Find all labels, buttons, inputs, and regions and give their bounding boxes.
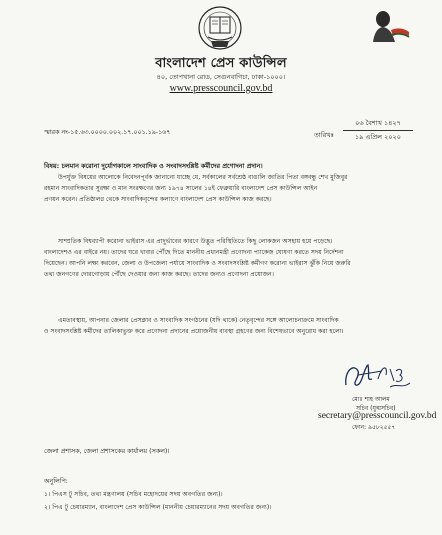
copy-item: ২। পিএ টু চেয়ারম্যান, বাংলাদেশ প্রেস কাউন্সিল (মাননীয় চেয়ারম্যানের সদয় অবগতির জন্য)। (44, 504, 272, 511)
paragraph-line: বাংলাদেশও এর বাইরে নয়। তাদের ঘরে খাবার পৌঁছে দিতে মাননীয় প্রধানমন্ত্রী প্রণোদনা প্যাকেজ ঘোষণা করতে সদয় নির্দেশনা (44, 249, 344, 256)
paragraph-intro (44, 172, 414, 205)
copies-heading: অনুলিপি: (44, 478, 68, 485)
paragraph-line: এমতাবস্থায়, আপনার জেলার প্রেসক্লাব ও সাংবাদিক সংগঠনের (যদি থাকে) নেতৃবৃন্দের সঙ্গে আলোচনাক্রমে সাংবাদিক (58, 317, 339, 324)
memo-number: স্মারক নং-১৫.৬৩.০০০০.০০২.১৭.০০১.১৯-১৬৭ (44, 129, 171, 136)
paragraph-line: রহমান সাংবাদিকতার সুরক্ষা ও মান সংরক্ষণের জন্য ১৯৭৪ সালের ১৪ই ফেব্রুয়ারি বাংলাদেশ প্রেস কাউন্সিল আইন (44, 185, 318, 192)
paragraph-line: সাম্প্রতিক বিশ্বব্যাপী করোনা ভাইরাস এর প্রাদুর্ভাবের কারণে উদ্ভূত পরিস্থিতিতে কিছু লোকজন অসহায় হয়ে পড়েছে। (58, 238, 333, 245)
subject-line: বিষয়: চলমান করোনা দুর্যোগকালে সাংবাদিক ও সংবাদসংশ্লিষ্ট কর্মীদের প্রণোদনা প্রদান। (44, 162, 263, 170)
organization-website-link[interactable]: www.presscouncil.gov.bd (169, 83, 273, 94)
paragraph-line: ও সংবাদসংশ্লিষ্ট কর্মীদের তালিকাভুক্ত করে প্রণোদনা প্রদানের প্রয়োজনীয় ব্যবস্থা গ্রহণের জন্য বিশেষভাবে অনুরোধ করা হলো। (44, 328, 344, 335)
date-label: তারিখঃ (314, 131, 334, 139)
organization-title: বাংলাদেশ প্রেস কাউন্সিল (155, 56, 287, 71)
signatory-name: মোঃ শাহ আলম (352, 396, 390, 403)
paragraph-situation (44, 236, 414, 280)
date-divider (343, 130, 413, 131)
paragraph-request (44, 315, 414, 337)
portrait-emblem-icon (371, 6, 411, 42)
date-english: ১৯ এপ্রিল ২০২০ (355, 132, 401, 141)
organization-address: ৪০, তোপখানা রোড, সেগুনবাগিচা, ঢাকা-১০০০। (156, 73, 286, 81)
paragraph-line: দিয়েছেন। আপনি লক্ষ্য করবেন, জেলা ও উপজেলা পর্যায়ে সাংবাদিক ও সংবাদসংশ্লিষ্ট কর্মীগণ করোনা ভাইরাস ঝুঁকি নিয়ে জরুরি (44, 260, 351, 267)
paragraph-line: তথ্য জনগণের দোরগোড়ায় পৌঁছে দেওয়ার জন্য কাজ করছে। তাদের জন্যও প্রণোদনা প্রয়োজন। (44, 271, 274, 278)
recipient-line: জেলা প্রশাসক, জেলা প্রশাসকের কার্যালয় (সকল)। (44, 448, 170, 455)
signatory-email-link[interactable]: secretary@presscouncil.gov.bd (318, 411, 437, 421)
date-block (343, 120, 413, 142)
press-council-emblem-icon (197, 5, 243, 53)
signatory-title: সচিব (যুগ্মসচিব) (356, 405, 396, 412)
signatory-phone: ফোন: ৯৫৮২৫৫৭ (352, 424, 396, 431)
paragraph-line: উপর্যুক্ত বিষয়ের আলোকে নিবেদনপূর্বক জানানো যাচ্ছে যে, সর্বকালের সর্বশ্রেষ্ঠ বাঙালি জাতির পিতা বঙ্গবন্ধু শেখ মুজিবুর (58, 174, 348, 181)
handwritten-signature (338, 357, 418, 391)
copy-item: ১। পিএস টু সচিব, তথ্য মন্ত্রণালয় (সচিব মহোদয়ের সদয় অবগতির জন্য)। (44, 491, 223, 498)
date-bangla: ০৬ বৈশাখ ১৪২৭ (355, 119, 401, 127)
paragraph-line: প্রণয়ন করেন। প্রতিষ্ঠালগ্ন থেকে সাংবাদিকবৃন্দের কল্যাণে বাংলাদেশ প্রেস কাউন্সিল কাজ করছে। (44, 196, 272, 203)
